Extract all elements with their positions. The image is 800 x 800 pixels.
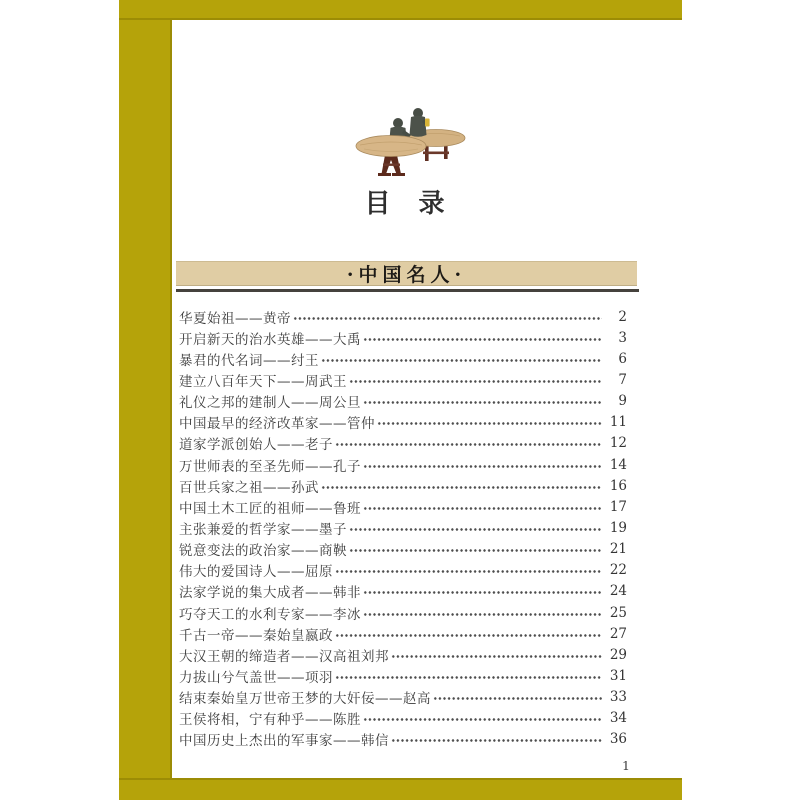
toc-entry-page: 17: [609, 498, 627, 515]
toc-entry-page: 6: [618, 350, 627, 367]
gold-border-top: [119, 0, 682, 20]
toc-entry-title: 中国土木工匠的祖师——鲁班: [179, 500, 361, 517]
toc-entry: [179, 539, 627, 560]
toc-entry-title: 万世师表的至圣先师——孔子: [179, 458, 361, 475]
dot-leader: [321, 348, 602, 369]
toc-entry-page: 31: [609, 667, 627, 684]
page-title: 目 录: [364, 189, 446, 219]
toc-entry-title: 百世兵家之祖——孙武: [179, 479, 319, 496]
toc-entry: [179, 391, 627, 412]
toc-entry: [179, 496, 627, 517]
toc-entry: [179, 644, 627, 665]
gold-border-bottom: [119, 778, 682, 800]
toc-entry-page: 36: [609, 731, 627, 748]
toc-entry-page: 25: [609, 604, 627, 621]
dot-leader: [391, 729, 602, 750]
toc-entry-title: 伟大的爱国诗人——屈原: [179, 564, 333, 581]
toc-entry-title: 暴君的代名词——纣王: [179, 352, 319, 369]
toc-entry: [179, 517, 627, 538]
toc-entry-page: 21: [609, 541, 627, 558]
toc-entry-title: 华夏始祖——黄帝: [179, 310, 291, 327]
toc-entry-title: 巧夺天工的水利专家——李冰: [179, 606, 361, 623]
toc-entry-title: 建立八百年天下——周武王: [179, 373, 347, 390]
toc-entry: [179, 623, 627, 644]
toc-entry: [179, 327, 627, 348]
toc-entry: [179, 687, 627, 708]
toc-entry-page: 7: [618, 371, 627, 388]
folio-page-number: 1: [622, 758, 630, 773]
toc-entry-page: 33: [609, 689, 627, 706]
section-banner: [176, 261, 637, 286]
gold-border-left: [119, 0, 172, 800]
section-banner-underline: [176, 289, 639, 292]
toc-entry-title: 中国最早的经济改革家——管仲: [179, 416, 375, 433]
toc-entry-page: 14: [609, 456, 627, 473]
toc-entry: [179, 602, 627, 623]
toc-entry: [179, 454, 627, 475]
section-banner-label: ·中国名人·: [346, 264, 467, 286]
dot-leader: [335, 433, 602, 454]
dot-leader: [363, 496, 602, 517]
toc-entry: [179, 369, 627, 390]
toc-entry-title: 法家学说的集大成者——韩非: [179, 585, 361, 602]
toc-entry-page: 29: [609, 646, 627, 663]
dot-leader: [335, 623, 602, 644]
toc-entry-page: 2: [618, 308, 627, 325]
toc-entry-page: 3: [618, 329, 627, 346]
toc-entry-title: 力拔山兮气盖世——项羽: [179, 669, 333, 686]
toc-entry-title: 开启新天的治水英雄——大禹: [179, 331, 361, 348]
toc-entry-page: 24: [609, 583, 627, 600]
toc-entry-page: 27: [609, 625, 627, 642]
toc-entry: [179, 665, 627, 686]
toc-entry: [179, 475, 627, 496]
toc-entry-page: 22: [609, 562, 627, 579]
dot-leader: [363, 581, 602, 602]
toc-entry-title: 道家学派创始人——老子: [179, 437, 333, 454]
toc-entry-page: 9: [618, 393, 627, 410]
dot-leader: [363, 327, 602, 348]
figurines-illustration: [354, 104, 470, 182]
toc-entry-title: 中国历史上杰出的军事家——韩信: [179, 733, 389, 750]
toc-entry-title: 王侯将相，宁有种乎——陈胜: [179, 712, 361, 729]
toc-entry: [179, 729, 627, 750]
toc-entry-page: 34: [609, 710, 627, 727]
toc-entry: [179, 560, 627, 581]
dot-leader: [349, 539, 602, 560]
toc-entry-page: 11: [609, 414, 627, 431]
toc-entry-title: 礼仪之邦的建制人——周公旦: [179, 395, 361, 412]
toc-list: [179, 306, 627, 750]
toc-entry: [179, 412, 627, 433]
round-table-large: [356, 136, 426, 177]
toc-entry: [179, 433, 627, 454]
dot-leader: [293, 306, 602, 327]
toc-entry: [179, 348, 627, 369]
dot-leader: [433, 687, 602, 708]
dot-leader: [363, 454, 602, 475]
dot-leader: [335, 560, 602, 581]
dot-leader: [335, 665, 602, 686]
toc-entry-page: 12: [609, 435, 627, 452]
dot-leader: [377, 412, 602, 433]
toc-entry-title: 千古一帝——秦始皇嬴政: [179, 627, 333, 644]
dot-leader: [321, 475, 602, 496]
dot-leader: [363, 602, 602, 623]
dot-leader: [349, 369, 602, 390]
toc-entry-title: 主张兼爱的哲学家——墨子: [179, 521, 347, 538]
toc-entry: [179, 708, 627, 729]
toc-entry-title: 大汉王朝的缔造者——汉高祖刘邦: [179, 648, 389, 665]
toc-entry-title: 锐意变法的政治家——商鞅: [179, 543, 347, 560]
dot-leader: [363, 391, 602, 412]
dot-leader: [349, 517, 602, 538]
toc-entry-page: 16: [609, 477, 627, 494]
toc-entry-title: 结束秦始皇万世帝王梦的大奸佞——赵高: [179, 691, 431, 708]
dot-leader: [391, 644, 602, 665]
toc-entry: [179, 581, 627, 602]
toc-entry-page: 19: [609, 519, 627, 536]
toc-entry: [179, 306, 627, 327]
dot-leader: [363, 708, 602, 729]
